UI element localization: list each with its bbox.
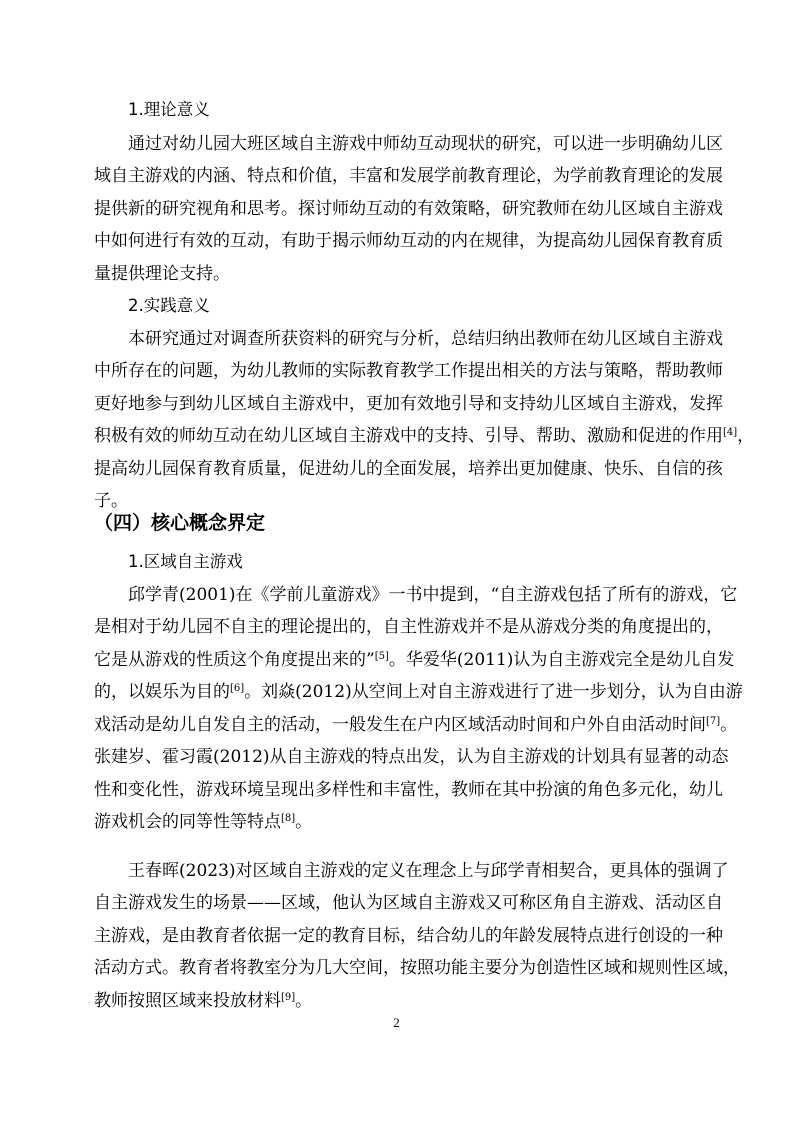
paragraph-line — [94, 715, 738, 735]
citation-ref: [7] — [706, 716, 721, 727]
citation-ref: [4] — [723, 427, 738, 438]
paragraph-line: 本研究通过对调查所获资料的研究与分析，总结归纳出教师在幼儿区域自主游戏 — [128, 329, 723, 349]
section-heading: （四）核心概念界定 — [94, 512, 266, 534]
citation-ref: [8] — [281, 813, 296, 824]
paragraph-line: 更好地参与到幼儿区域自主游戏中，更加有效地引导和支持幼儿区域自主游戏，发挥 — [94, 394, 723, 414]
line-text: 。 — [295, 812, 313, 832]
paragraph-line: 王春晖(2023)对区域自主游戏的定义在理念上与邱学青相契合，更具体的强调了 — [128, 861, 729, 881]
paragraph-line: 提高幼儿园保育教育质量，促进幼儿的全面发展，培养出更加健康、快乐、自信的孩 — [94, 459, 723, 479]
line-text: 的，以娱乐为目的 — [94, 682, 230, 702]
paragraph-line: 邱学青(2001)在《学前儿童游戏》一书中提到，“自主游戏包括了所有的游戏，它 — [128, 585, 738, 605]
paragraph-line: 子。 — [94, 491, 128, 511]
paragraph-line: 域自主游戏的内涵、特点和价值，丰富和发展学前教育理论，为学前教育理论的发展 — [94, 166, 723, 186]
line-text: 。 — [295, 991, 313, 1011]
line-text: 它是从游戏的性质这个角度提出来的” — [94, 650, 375, 670]
subheading-theory: 1.理论意义 — [128, 100, 210, 119]
citation-ref: [9] — [281, 992, 296, 1003]
paragraph-line: 通过对幼儿园大班区域自主游戏中师幼互动现状的研究，可以进一步明确幼儿区 — [128, 134, 723, 154]
paragraph-line: 张建岁、霍习霞(2012)从自主游戏的特点出发，认为自主游戏的计划具有显著的动态 — [94, 747, 729, 767]
citation-ref: [6] — [230, 683, 245, 694]
paragraph-line: 中所存在的问题，为幼儿教师的实际教育教学工作提出相关的方法与策略，帮助教师 — [94, 361, 723, 381]
paragraph-line: 自主游戏发生的场景——区域，他认为区域自主游戏又可称区角自主游戏、活动区自 — [94, 893, 723, 913]
subheading-practice: 2.实践意义 — [128, 296, 210, 315]
paragraph-line: 中如何进行有效的互动，有助于揭示师幼互动的内在规律，为提高幼儿园保育教育质 — [94, 231, 723, 251]
paragraph-line: 量提供理论支持。 — [94, 264, 230, 284]
paragraph-line — [94, 682, 743, 702]
line-text: 积极有效的师幼互动在幼儿区域自主游戏中的支持、引导、帮助、激励和促进的作用 — [94, 426, 723, 446]
paragraph-line: 是相对于幼儿园不自主的理论提出的，自主性游戏并不是从游戏分类的角度提出的， — [94, 617, 723, 637]
line-text: 。刘焱(2012)从空间上对自主游戏进行了进一步划分，认为自由游 — [244, 682, 743, 702]
paragraph-line: 性和变化性，游戏环境呈现出多样性和丰富性，教师在其中扮演的角色多元化，幼儿 — [94, 780, 723, 800]
subheading-area-game: 1.区域自主游戏 — [128, 552, 243, 571]
paragraph-line — [94, 991, 700, 1011]
line-text: 。 — [720, 715, 738, 735]
page-number: 2 — [393, 1015, 400, 1030]
line-text: 戏活动是幼儿自发自主的活动，一般发生在户内区域活动时间和户外自由活动时间 — [94, 715, 706, 735]
paragraph-line — [94, 426, 755, 446]
paragraph-line — [94, 812, 700, 832]
citation-ref: [5] — [374, 651, 389, 662]
line-text: ， — [737, 426, 755, 446]
line-text: 。华爱华(2011)认为自主游戏完全是幼儿自发 — [388, 650, 735, 670]
paragraph-line — [94, 650, 735, 670]
paragraph-line: 提供新的研究视角和思考。探讨师幼互动的有效策略，研究教师在幼儿区域自主游戏 — [94, 199, 723, 219]
paragraph-line: 主游戏，是由教育者依据一定的教育目标，结合幼儿的年龄发展特点进行创设的一种 — [94, 926, 723, 946]
line-text: 游戏机会的同等性等特点 — [94, 812, 281, 832]
line-text: 教师按照区域来投放材料 — [94, 991, 281, 1011]
paragraph-line: 活动方式。教育者将教室分为几大空间，按照功能主要分为创造性区域和规则性区域， — [94, 958, 740, 978]
